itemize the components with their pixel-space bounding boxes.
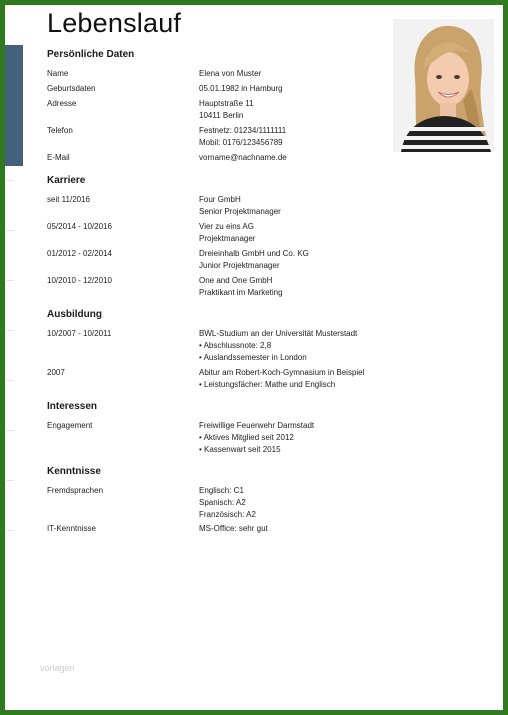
career-date-1: seit 11/2016	[47, 195, 90, 204]
watermark-text: vorlagen	[40, 663, 75, 673]
career-entry-2: Vier zu eins AG Projektmanager	[199, 222, 256, 243]
value-email[interactable]: vorname@nachname.de	[199, 153, 287, 162]
label-phone: Telefon	[47, 126, 73, 135]
label-name: Name	[47, 69, 69, 78]
skills-label-it: IT-Kenntnisse	[47, 524, 96, 533]
section-title-interests: Interessen	[47, 401, 98, 412]
portrait-image	[393, 19, 494, 152]
interests-label-1: Engagement	[47, 421, 93, 430]
career-entry-4: One and One GmbH Praktikant im Marketing	[199, 276, 283, 297]
section-title-personal: Persönliche Daten	[47, 49, 135, 60]
skills-entry-it: MS-Office: sehr gut	[199, 524, 268, 533]
education-entry-2: Abitur am Robert-Koch-Gymnasium in Beispiel • Leistungsfächer: Mathe und Englisch	[199, 368, 365, 389]
education-entry-1: BWL-Studium an der Universität Musterstadt • Abschlussnote: 2,8 • Auslandssemester in London	[199, 329, 358, 362]
interests-entry-1: Freiwillige Feuerwehr Darmstadt • Aktives Mitglied seit 2012 • Kassenwart seit 2015	[199, 421, 315, 454]
label-address: Adresse	[47, 99, 77, 108]
career-date-3: 01/2012 - 02/2014	[47, 249, 112, 258]
section-title-education: Ausbildung	[47, 309, 102, 320]
accent-bar	[5, 45, 23, 166]
education-date-2: 2007	[47, 368, 65, 377]
profile-photo	[393, 19, 494, 152]
skills-label-languages: Fremdsprachen	[47, 486, 104, 495]
career-date-2: 05/2014 - 10/2016	[47, 222, 112, 231]
value-name: Elena von Muster	[199, 69, 262, 78]
skills-entry-languages: Englisch: C1 Spanisch: A2 Französisch: A2	[199, 486, 256, 519]
edge-marks	[6, 170, 20, 550]
label-birth: Geburtsdaten	[47, 84, 96, 93]
section-title-skills: Kenntnisse	[47, 466, 101, 477]
career-entry-3: Dreieinhalb GmbH und Co. KG Junior Projektmanager	[199, 249, 309, 270]
section-title-career: Karriere	[47, 175, 86, 186]
career-entry-1: Four GmbH Senior Projektmanager	[199, 195, 281, 216]
education-date-1: 10/2007 - 10/2011	[47, 329, 112, 338]
value-birth: 05.01.1982 in Hamburg	[199, 84, 283, 93]
value-address: Hauptstraße 11 10411 Berlin	[199, 99, 254, 120]
label-email: E-Mail	[47, 153, 70, 162]
cv-title: Lebenslauf	[47, 8, 182, 38]
career-date-4: 10/2010 - 12/2010	[47, 276, 112, 285]
value-phone: Festnetz: 01234/1111111 Mobil: 0176/123456789	[199, 126, 287, 147]
